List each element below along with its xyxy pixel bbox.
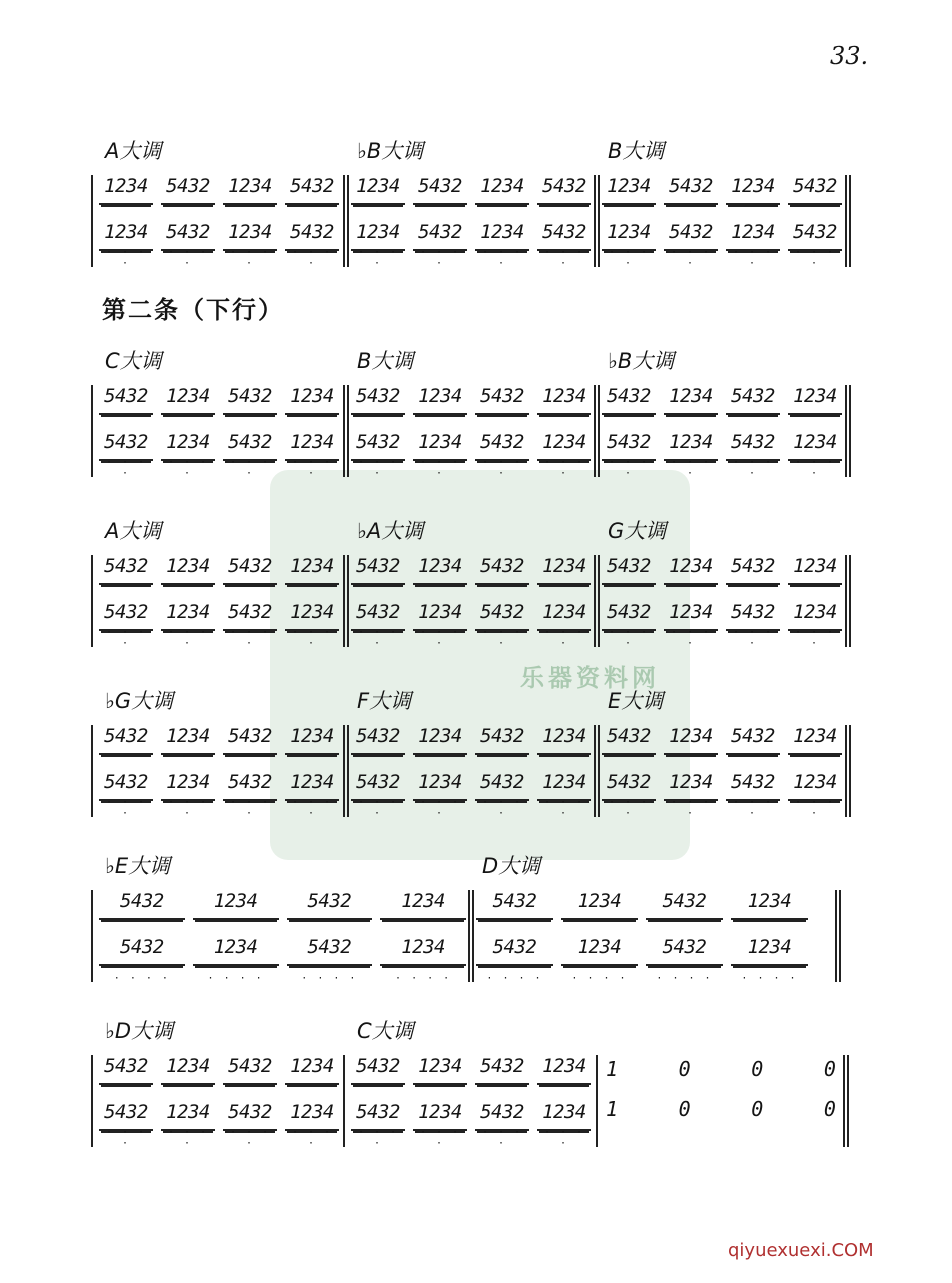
ending-note: 1 — [606, 1057, 619, 1081]
note-group: 5432 — [475, 1055, 529, 1085]
key-label: A大调 — [105, 139, 162, 163]
note-group: 1234 — [99, 175, 153, 205]
notation-row — [347, 601, 595, 631]
notation-staff — [95, 175, 343, 271]
note-group: 5432 — [602, 725, 656, 755]
note-group: 5432 — [351, 1055, 405, 1085]
barline — [91, 725, 93, 817]
notation-staff — [347, 385, 595, 481]
notation-row — [347, 1101, 595, 1131]
key-label: C大调 — [357, 1019, 414, 1043]
note-group: 5432 — [99, 725, 153, 755]
note-group: 1234 · · · · — [413, 771, 467, 801]
notation-row — [347, 771, 595, 801]
note-group: 1234 — [731, 890, 808, 920]
note-group: 1234 · · · · — [193, 936, 279, 966]
notation-staff — [95, 725, 343, 821]
ending-row — [606, 1057, 836, 1081]
notation-row — [598, 725, 846, 755]
key-label: E大调 — [608, 689, 664, 713]
barline — [91, 385, 93, 477]
note-group: 1234 — [788, 555, 842, 585]
barline — [594, 555, 600, 647]
note-group: 5432 · · · · — [287, 936, 373, 966]
ending-note: 1 — [606, 1097, 619, 1121]
key-label: ♭G大调 — [105, 689, 174, 713]
note-group: 5432 — [351, 725, 405, 755]
final-barline — [845, 385, 851, 477]
notation-staff — [598, 555, 846, 651]
note-group: 5432 · · · · — [475, 601, 529, 631]
note-group: 1234 · · · · — [413, 601, 467, 631]
key-label: A大调 — [105, 519, 162, 543]
note-group: 5432 · · · · — [99, 771, 153, 801]
note-group: 5432 — [413, 175, 467, 205]
note-group: 5432 · · · · — [223, 771, 277, 801]
note-group: 1234 · · · · — [788, 771, 842, 801]
note-group: 1234 · · · · — [788, 601, 842, 631]
ending-row — [606, 1097, 836, 1121]
notation-staff — [95, 1055, 343, 1151]
final-barline — [845, 555, 851, 647]
note-group: 5432 · · · · — [726, 431, 780, 461]
note-group: 5432 — [726, 385, 780, 415]
note-group: 1234 — [193, 890, 279, 920]
note-group: 5432 · · · · — [161, 221, 215, 251]
ending-note: 0 — [678, 1097, 691, 1121]
note-group: 1234 · · · · — [731, 936, 808, 966]
notation-row — [347, 221, 595, 251]
notation-row — [95, 431, 343, 461]
notation-row — [95, 771, 343, 801]
note-group: 1234 — [602, 175, 656, 205]
notation-row — [95, 601, 343, 631]
notation-row — [472, 890, 812, 920]
note-group: 1234 · · · · — [664, 431, 718, 461]
notation-row — [347, 175, 595, 205]
note-group: 1234 · · · · — [161, 431, 215, 461]
barline — [596, 1055, 598, 1147]
note-group: 5432 · · · · — [351, 431, 405, 461]
note-group: 5432 — [476, 890, 553, 920]
note-group: 5432 · · · · — [223, 431, 277, 461]
note-group: 1234 — [351, 175, 405, 205]
final-barline — [835, 890, 841, 982]
note-group: 1234 — [537, 385, 591, 415]
note-group: 5432 — [726, 725, 780, 755]
note-group: 1234 — [161, 725, 215, 755]
barline — [91, 1055, 93, 1147]
key-block — [95, 1015, 343, 1265]
notation-row — [347, 385, 595, 415]
notation-staff — [347, 175, 595, 271]
note-group: 1234 · · · · — [537, 1101, 591, 1131]
note-group: 1234 — [285, 725, 339, 755]
notation-row — [598, 175, 846, 205]
note-group: 1234 · · · · — [223, 221, 277, 251]
notation-row — [472, 936, 812, 966]
note-group: 5432 · · · · — [223, 601, 277, 631]
note-group: 5432 · · · · — [602, 601, 656, 631]
key-block — [347, 1015, 595, 1265]
note-group: 5432 · · · · — [351, 1101, 405, 1131]
note-group: 1234 · · · · — [161, 1101, 215, 1131]
note-group: 1234 · · · · — [285, 771, 339, 801]
note-group: 5432 · · · · — [726, 601, 780, 631]
notation-row — [598, 431, 846, 461]
site-mark: qiyuexuexi.COM — [728, 1240, 874, 1261]
note-group: 1234 · · · · — [537, 771, 591, 801]
barline — [343, 725, 349, 817]
note-group: 5432 — [285, 175, 339, 205]
note-group: 1234 · · · · — [161, 771, 215, 801]
ending-note: 0 — [751, 1057, 764, 1081]
key-label: F大调 — [357, 689, 412, 713]
notation-row — [347, 1055, 595, 1085]
note-group: 5432 — [161, 175, 215, 205]
key-label: G大调 — [608, 519, 667, 543]
barline — [343, 1055, 345, 1147]
note-group: 5432 — [99, 1055, 153, 1085]
note-group: 1234 — [413, 385, 467, 415]
key-label: ♭D大调 — [105, 1019, 174, 1043]
note-group: 1234 — [561, 890, 638, 920]
note-group: 1234 — [223, 175, 277, 205]
section-title: 第二条（下行） — [102, 296, 284, 324]
note-group: 1234 · · · · — [285, 431, 339, 461]
note-group: 1234 · · · · — [726, 221, 780, 251]
note-group: 5432 — [223, 725, 277, 755]
note-group: 1234 — [413, 555, 467, 585]
key-label: ♭E大调 — [105, 854, 171, 878]
barline — [343, 385, 349, 477]
note-group: 5432 · · · · — [99, 936, 185, 966]
note-group: 5432 — [351, 385, 405, 415]
note-group: 1234 · · · · — [664, 771, 718, 801]
notation-row — [598, 555, 846, 585]
final-barline — [843, 1055, 849, 1147]
note-group: 5432 — [475, 555, 529, 585]
ending-note: 0 — [823, 1057, 836, 1081]
notation-row — [347, 555, 595, 585]
notation-row — [598, 771, 846, 801]
note-group: 1234 · · · · — [664, 601, 718, 631]
note-group: 5432 · · · · — [602, 771, 656, 801]
key-label: ♭A大调 — [357, 519, 424, 543]
note-group: 5432 · · · · — [788, 221, 842, 251]
note-group: 1234 — [161, 1055, 215, 1085]
page-number: 33. — [830, 42, 869, 70]
notation-row — [95, 1101, 343, 1131]
note-group: 1234 · · · · — [413, 1101, 467, 1131]
note-group: 1234 — [285, 385, 339, 415]
notation-row — [95, 1055, 343, 1085]
note-group: 1234 · · · · — [285, 601, 339, 631]
note-group: 1234 — [537, 1055, 591, 1085]
barline — [594, 175, 600, 267]
barline — [343, 555, 349, 647]
note-group: 1234 — [726, 175, 780, 205]
notation-row — [598, 221, 846, 251]
note-group: 5432 — [475, 725, 529, 755]
key-label: B大调 — [608, 139, 665, 163]
note-group: 1234 — [664, 555, 718, 585]
final-barline — [845, 725, 851, 817]
notation-staff — [598, 385, 846, 481]
barline — [343, 175, 349, 267]
note-group: 1234 — [664, 385, 718, 415]
notation-staff — [347, 1055, 595, 1151]
note-group: 5432 · · · · — [602, 431, 656, 461]
notation-staff — [347, 555, 595, 651]
notation-row — [598, 385, 846, 415]
notation-row — [95, 385, 343, 415]
note-group: 1234 · · · · — [561, 936, 638, 966]
note-group: 5432 — [99, 385, 153, 415]
note-group: 5432 · · · · — [726, 771, 780, 801]
note-group: 1234 · · · · — [380, 936, 466, 966]
note-group: 5432 — [602, 385, 656, 415]
note-group: 1234 · · · · — [788, 431, 842, 461]
note-group: 5432 · · · · — [99, 601, 153, 631]
note-group: 5432 — [99, 555, 153, 585]
note-group: 1234 — [285, 1055, 339, 1085]
note-group: 1234 · · · · — [161, 601, 215, 631]
note-group: 5432 · · · · — [351, 771, 405, 801]
notation-staff — [598, 725, 846, 821]
note-group: 5432 — [287, 890, 373, 920]
note-group: 5432 — [351, 555, 405, 585]
note-group: 5432 — [223, 555, 277, 585]
notation-staff — [95, 385, 343, 481]
note-group: 1234 — [475, 175, 529, 205]
note-group: 1234 — [664, 725, 718, 755]
note-group: 5432 — [223, 1055, 277, 1085]
note-group: 5432 · · · · — [475, 431, 529, 461]
note-group: 1234 — [537, 725, 591, 755]
barline — [91, 890, 93, 982]
note-group: 5432 · · · · — [537, 221, 591, 251]
notation-row — [95, 725, 343, 755]
note-group: 5432 — [788, 175, 842, 205]
note-group: 1234 · · · · — [537, 431, 591, 461]
note-group: 1234 · · · · — [475, 221, 529, 251]
note-group: 1234 · · · · — [99, 221, 153, 251]
notation-row — [95, 221, 343, 251]
ending-note: 0 — [751, 1097, 764, 1121]
note-group: 1234 — [413, 1055, 467, 1085]
note-group: 1234 — [161, 555, 215, 585]
notation-row — [95, 890, 470, 920]
note-group: 1234 — [380, 890, 466, 920]
note-group: 1234 — [161, 385, 215, 415]
note-group: 1234 · · · · — [413, 431, 467, 461]
note-group: 5432 — [223, 385, 277, 415]
ending-note: 0 — [823, 1097, 836, 1121]
barline — [91, 555, 93, 647]
key-label: B大调 — [357, 349, 414, 373]
watermark-text: 乐器资料网 — [520, 664, 660, 692]
note-group: 5432 · · · · — [664, 221, 718, 251]
notation-staff — [472, 890, 812, 986]
note-group: 1234 · · · · — [602, 221, 656, 251]
key-label: D大调 — [482, 854, 541, 878]
note-group: 5432 — [646, 890, 723, 920]
note-group: 1234 — [285, 555, 339, 585]
note-group: 5432 · · · · — [223, 1101, 277, 1131]
barline — [468, 890, 474, 982]
notation-staff — [95, 890, 470, 986]
note-group: 5432 · · · · — [99, 431, 153, 461]
key-label: C大调 — [105, 349, 162, 373]
notation-row — [95, 555, 343, 585]
note-group: 1234 — [537, 555, 591, 585]
note-group: 1234 — [788, 385, 842, 415]
note-group: 5432 · · · · — [413, 221, 467, 251]
notation-row — [598, 601, 846, 631]
note-group: 5432 — [475, 385, 529, 415]
notation-staff — [347, 725, 595, 821]
note-group: 1234 · · · · — [351, 221, 405, 251]
barline — [91, 175, 93, 267]
note-group: 1234 — [413, 725, 467, 755]
note-group: 1234 · · · · — [285, 1101, 339, 1131]
note-group: 5432 — [726, 555, 780, 585]
note-group: 1234 · · · · — [537, 601, 591, 631]
note-group: 5432 · · · · — [351, 601, 405, 631]
note-group: 5432 — [664, 175, 718, 205]
notation-row — [95, 936, 470, 966]
notation-staff — [95, 555, 343, 651]
key-label: ♭B大调 — [357, 139, 424, 163]
note-group: 5432 · · · · — [285, 221, 339, 251]
notation-row — [95, 175, 343, 205]
note-group: 5432 · · · · — [475, 771, 529, 801]
note-group: 5432 · · · · — [476, 936, 553, 966]
note-group: 5432 · · · · — [475, 1101, 529, 1131]
barline — [594, 725, 600, 817]
note-group: 5432 — [537, 175, 591, 205]
barline — [594, 385, 600, 477]
note-group: 1234 — [788, 725, 842, 755]
notation-row — [347, 725, 595, 755]
ending-note: 0 — [678, 1057, 691, 1081]
note-group: 5432 · · · · — [99, 1101, 153, 1131]
note-group: 5432 — [602, 555, 656, 585]
notation-row — [347, 431, 595, 461]
note-group: 5432 · · · · — [646, 936, 723, 966]
key-label: ♭B大调 — [608, 349, 675, 373]
notation-staff — [598, 175, 846, 271]
note-group: 5432 — [99, 890, 185, 920]
final-barline — [845, 175, 851, 267]
